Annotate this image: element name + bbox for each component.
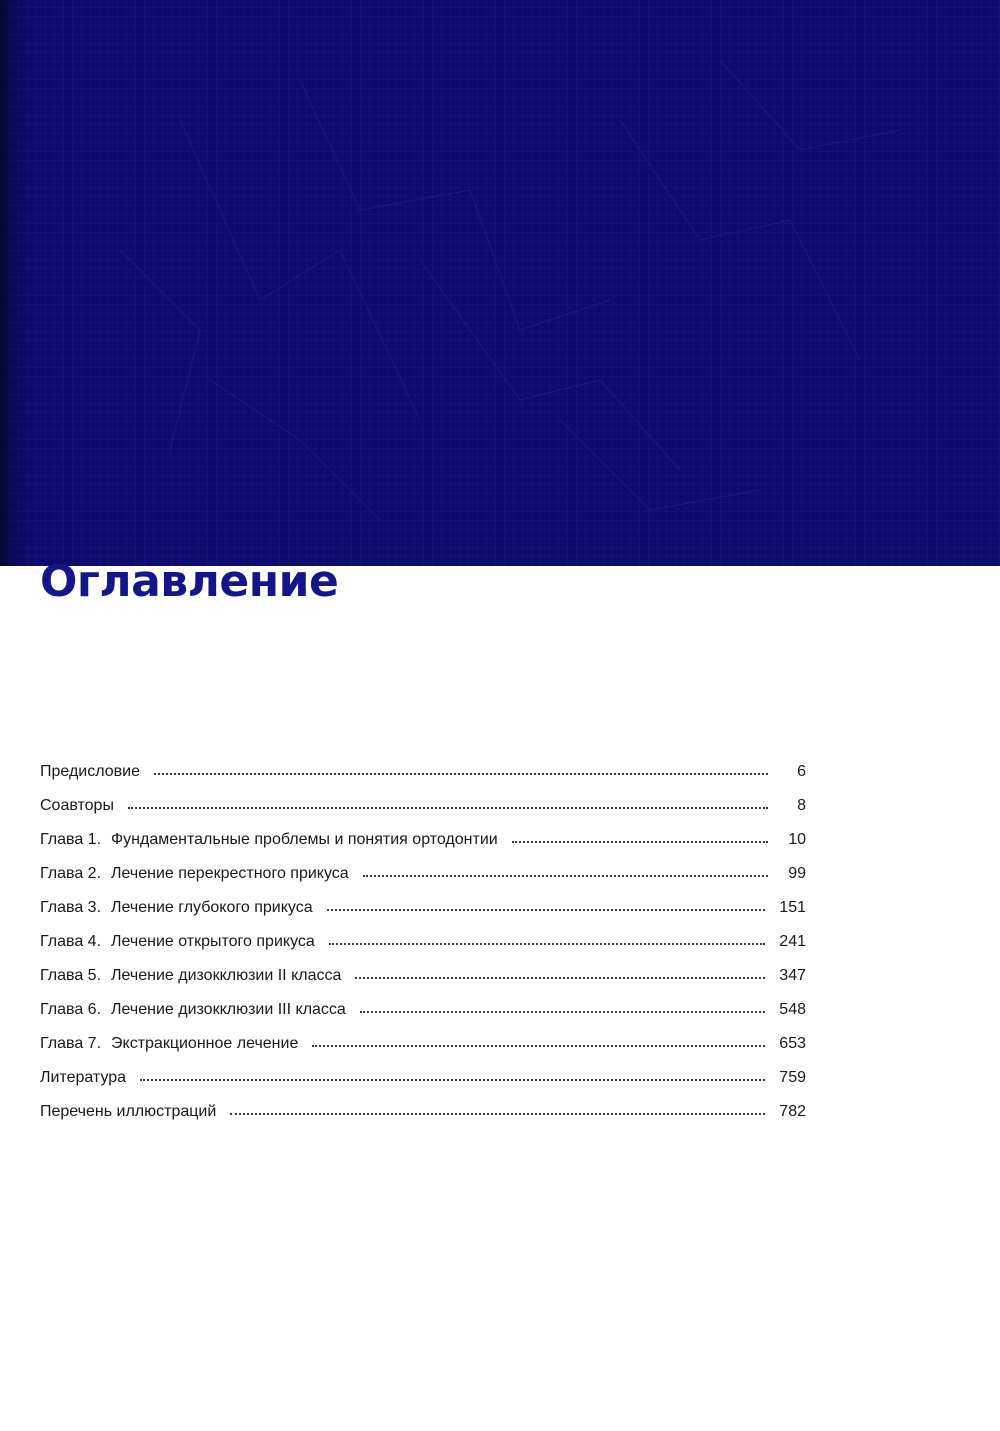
toc-page-number: 548 xyxy=(779,1001,806,1018)
toc-page-number: 653 xyxy=(779,1035,806,1052)
toc-page-number: 759 xyxy=(779,1069,806,1086)
dot-leader xyxy=(312,1045,765,1047)
toc-entry[interactable] xyxy=(40,1068,806,1102)
toc-chapter-number: Глава 5. xyxy=(40,967,102,984)
toc-entry-title: Лечение дизокклюзии II класса xyxy=(111,967,342,984)
toc-entry-title: Экстракционное лечение xyxy=(111,1035,299,1052)
toc-entry[interactable] xyxy=(40,1000,806,1034)
toc-page-number: 10 xyxy=(788,831,806,848)
toc-entry-title: Предисловие xyxy=(40,763,140,780)
page-title: Оглавление xyxy=(40,556,339,607)
toc-page-number: 241 xyxy=(779,933,806,950)
toc-chapter-number: Глава 2. xyxy=(40,865,102,882)
toc-entry-title: Лечение открытого прикуса xyxy=(111,933,315,950)
toc-entry[interactable] xyxy=(40,864,806,898)
dot-leader xyxy=(512,841,768,843)
dot-leader xyxy=(140,1079,765,1081)
toc-entry[interactable] xyxy=(40,898,806,932)
dot-leader xyxy=(363,875,768,877)
toc-chapter-number: Глава 7. xyxy=(40,1035,102,1052)
toc-chapter-number: Глава 3. xyxy=(40,899,102,916)
toc-entry-title: Литература xyxy=(40,1069,127,1086)
toc-entry-title: Лечение дизокклюзии III класса xyxy=(111,1001,346,1018)
toc-entry[interactable] xyxy=(40,966,806,1000)
toc-entry-title: Перечень иллюстраций xyxy=(40,1103,217,1120)
toc-chapter-number: Глава 6. xyxy=(40,1001,102,1018)
dot-leader xyxy=(329,943,766,945)
toc-chapter-number: Глава 4. xyxy=(40,933,102,950)
toc-chapter-number: Глава 1. xyxy=(40,831,102,848)
dot-leader xyxy=(230,1113,765,1115)
toc-page-number: 6 xyxy=(797,763,806,780)
banner-texture xyxy=(0,0,1000,566)
toc-page-number: 151 xyxy=(779,899,806,916)
dot-leader xyxy=(128,807,768,809)
toc-page-number: 8 xyxy=(797,797,806,814)
dot-leader xyxy=(355,977,765,979)
header-banner xyxy=(0,0,1000,566)
dot-leader xyxy=(327,909,766,911)
toc-entry[interactable] xyxy=(40,932,806,966)
toc-page-number: 347 xyxy=(779,967,806,984)
toc-entry-title: Соавторы xyxy=(40,797,114,814)
table-of-contents xyxy=(40,762,806,1136)
toc-entry-title: Лечение перекрестного прикуса xyxy=(111,865,349,882)
toc-entry-title: Фундаментальные проблемы и понятия ортодонтии xyxy=(111,831,498,848)
toc-entry[interactable] xyxy=(40,762,806,796)
toc-entry[interactable] xyxy=(40,796,806,830)
toc-entry-title: Лечение глубокого прикуса xyxy=(111,899,313,916)
toc-page-number: 99 xyxy=(788,865,806,882)
toc-entry[interactable] xyxy=(40,1034,806,1068)
dot-leader xyxy=(154,773,768,775)
dot-leader xyxy=(360,1011,765,1013)
toc-page-number: 782 xyxy=(779,1103,806,1120)
toc-entry[interactable] xyxy=(40,1102,806,1136)
toc-entry[interactable] xyxy=(40,830,806,864)
